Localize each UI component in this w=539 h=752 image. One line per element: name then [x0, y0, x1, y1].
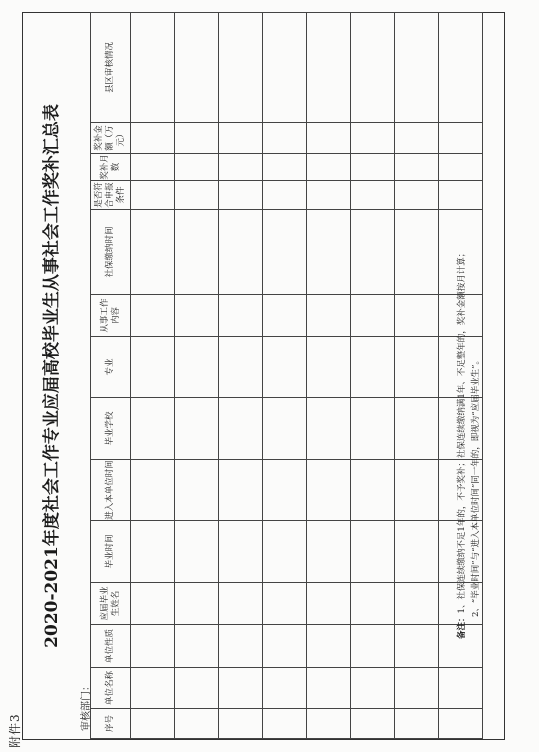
table-cell[interactable] [395, 13, 439, 123]
table-cell[interactable] [131, 210, 175, 295]
remarks-line-2: 2、“毕业时间”与“进入本单位时间”同一年的，即视为“应届毕业生”。 [471, 356, 481, 617]
table-cell[interactable] [351, 709, 395, 739]
table-cell[interactable] [351, 668, 395, 709]
table-cell[interactable] [307, 668, 351, 709]
table-cell[interactable] [131, 521, 175, 583]
table-cell[interactable] [439, 709, 483, 739]
column-header: 毕业学校 [91, 398, 131, 460]
column-header: 单位名称 [91, 668, 131, 709]
table-cell[interactable] [395, 210, 439, 295]
table-cell[interactable] [351, 154, 395, 181]
table-cell[interactable] [395, 295, 439, 337]
remarks-label: 备注： [457, 613, 467, 639]
table-cell[interactable] [395, 625, 439, 668]
table-cell[interactable] [219, 181, 263, 210]
table-row [219, 13, 263, 739]
column-header: 专业 [91, 337, 131, 398]
table-cell[interactable] [263, 13, 307, 123]
table-cell[interactable] [395, 460, 439, 521]
remarks-line-1: 1、社保连续缴纳不足1年的，不予奖补；社保连续缴纳满1年、不足整年的，奖补金额按月计算； [457, 248, 467, 614]
table-cell[interactable] [175, 460, 219, 521]
table-cell[interactable] [395, 583, 439, 625]
column-header: 单位性质 [91, 625, 131, 668]
table-cell[interactable] [219, 583, 263, 625]
table-body [131, 13, 483, 739]
table-cell[interactable] [439, 13, 483, 123]
summary-table [90, 12, 483, 739]
column-header: 是否符合申报条件 [91, 181, 131, 210]
table-row [175, 13, 219, 739]
table-cell[interactable] [131, 583, 175, 625]
table-cell[interactable] [131, 337, 175, 398]
column-header: 序号 [91, 709, 131, 739]
table-cell[interactable] [131, 625, 175, 668]
table-cell[interactable] [307, 181, 351, 210]
table-cell[interactable] [219, 709, 263, 739]
table-cell[interactable] [175, 13, 219, 123]
column-header: 进入本单位时间 [91, 460, 131, 521]
table-cell[interactable] [175, 295, 219, 337]
table-cell[interactable] [395, 521, 439, 583]
table-cell[interactable] [307, 521, 351, 583]
table-cell[interactable] [263, 625, 307, 668]
table-cell[interactable] [263, 295, 307, 337]
table-cell[interactable] [439, 123, 483, 154]
table-row [263, 13, 307, 739]
table-cell[interactable] [351, 123, 395, 154]
table-cell[interactable] [175, 709, 219, 739]
table-row [351, 13, 395, 739]
table-cell[interactable] [131, 398, 175, 460]
table-cell[interactable] [395, 709, 439, 739]
table-cell[interactable] [307, 123, 351, 154]
table-cell[interactable] [263, 123, 307, 154]
form-sheet [22, 12, 505, 740]
table-cell[interactable] [219, 154, 263, 181]
table-cell[interactable] [219, 460, 263, 521]
table-cell[interactable] [131, 460, 175, 521]
table-cell[interactable] [307, 295, 351, 337]
table-cell[interactable] [131, 668, 175, 709]
table-cell[interactable] [307, 13, 351, 123]
table-cell[interactable] [263, 154, 307, 181]
table-cell[interactable] [395, 181, 439, 210]
attachment-label: 附件3 [8, 713, 22, 748]
table-cell[interactable] [263, 583, 307, 625]
table-cell[interactable] [175, 337, 219, 398]
remarks [455, 249, 483, 639]
table-cell[interactable] [307, 398, 351, 460]
column-header: 毕业时间 [91, 521, 131, 583]
table-cell[interactable] [263, 337, 307, 398]
column-header: 社保缴纳时间 [91, 210, 131, 295]
table-cell[interactable] [219, 295, 263, 337]
table-cell[interactable] [439, 154, 483, 181]
table-cell[interactable] [263, 398, 307, 460]
table-cell[interactable] [395, 123, 439, 154]
table-cell[interactable] [307, 625, 351, 668]
table-cell[interactable] [307, 583, 351, 625]
table-cell[interactable] [131, 154, 175, 181]
table-cell[interactable] [439, 668, 483, 709]
table-cell[interactable] [395, 398, 439, 460]
table-cell[interactable] [395, 154, 439, 181]
table-cell[interactable] [307, 460, 351, 521]
table-cell[interactable] [307, 337, 351, 398]
table-cell[interactable] [351, 583, 395, 625]
table-cell[interactable] [131, 181, 175, 210]
form-title: 2020-2021年度社会工作专业应届高校毕业生从事社会工作奖补汇总表 [42, 104, 62, 648]
table-cell[interactable] [219, 337, 263, 398]
table-cell[interactable] [351, 625, 395, 668]
table-cell[interactable] [351, 521, 395, 583]
table-cell[interactable] [219, 13, 263, 123]
table-cell[interactable] [395, 337, 439, 398]
table-cell[interactable] [175, 521, 219, 583]
table-cell[interactable] [219, 398, 263, 460]
table-cell[interactable] [175, 398, 219, 460]
table-cell[interactable] [175, 181, 219, 210]
table-header-row [91, 13, 131, 739]
column-header: 奖补月数 [91, 154, 131, 181]
table-cell[interactable] [219, 625, 263, 668]
table-cell[interactable] [351, 181, 395, 210]
table-row [395, 13, 439, 739]
table-row [307, 13, 351, 739]
table-cell[interactable] [219, 668, 263, 709]
table-cell[interactable] [219, 521, 263, 583]
table-cell[interactable] [351, 398, 395, 460]
table-cell[interactable] [351, 13, 395, 123]
table-cell[interactable] [131, 13, 175, 123]
table-cell[interactable] [395, 668, 439, 709]
table-cell[interactable] [351, 337, 395, 398]
column-header: 奖补金额（万元） [91, 123, 131, 154]
table-cell[interactable] [307, 210, 351, 295]
table-cell[interactable] [263, 181, 307, 210]
table-cell[interactable] [131, 295, 175, 337]
table-cell[interactable] [175, 583, 219, 625]
table-cell[interactable] [263, 460, 307, 521]
table-cell[interactable] [175, 668, 219, 709]
table-cell[interactable] [175, 154, 219, 181]
table-cell[interactable] [263, 521, 307, 583]
column-header: 从事工作内容 [91, 295, 131, 337]
department-label: 审核部门： [81, 681, 92, 731]
table-cell[interactable] [131, 123, 175, 154]
table-cell[interactable] [131, 709, 175, 739]
table-cell[interactable] [175, 625, 219, 668]
table-cell[interactable] [175, 123, 219, 154]
table-cell[interactable] [263, 668, 307, 709]
table-cell[interactable] [175, 210, 219, 295]
column-header: 应届毕业生姓名 [91, 583, 131, 625]
table-cell[interactable] [439, 181, 483, 210]
table-cell[interactable] [307, 709, 351, 739]
table-cell[interactable] [351, 460, 395, 521]
table-cell[interactable] [263, 210, 307, 295]
table-cell[interactable] [263, 709, 307, 739]
table-cell[interactable] [219, 210, 263, 295]
table-cell[interactable] [219, 123, 263, 154]
table-cell[interactable] [351, 210, 395, 295]
table-row [131, 13, 175, 739]
table-cell[interactable] [307, 154, 351, 181]
table-cell[interactable] [351, 295, 395, 337]
column-header: 县区审核情况 [91, 13, 131, 123]
